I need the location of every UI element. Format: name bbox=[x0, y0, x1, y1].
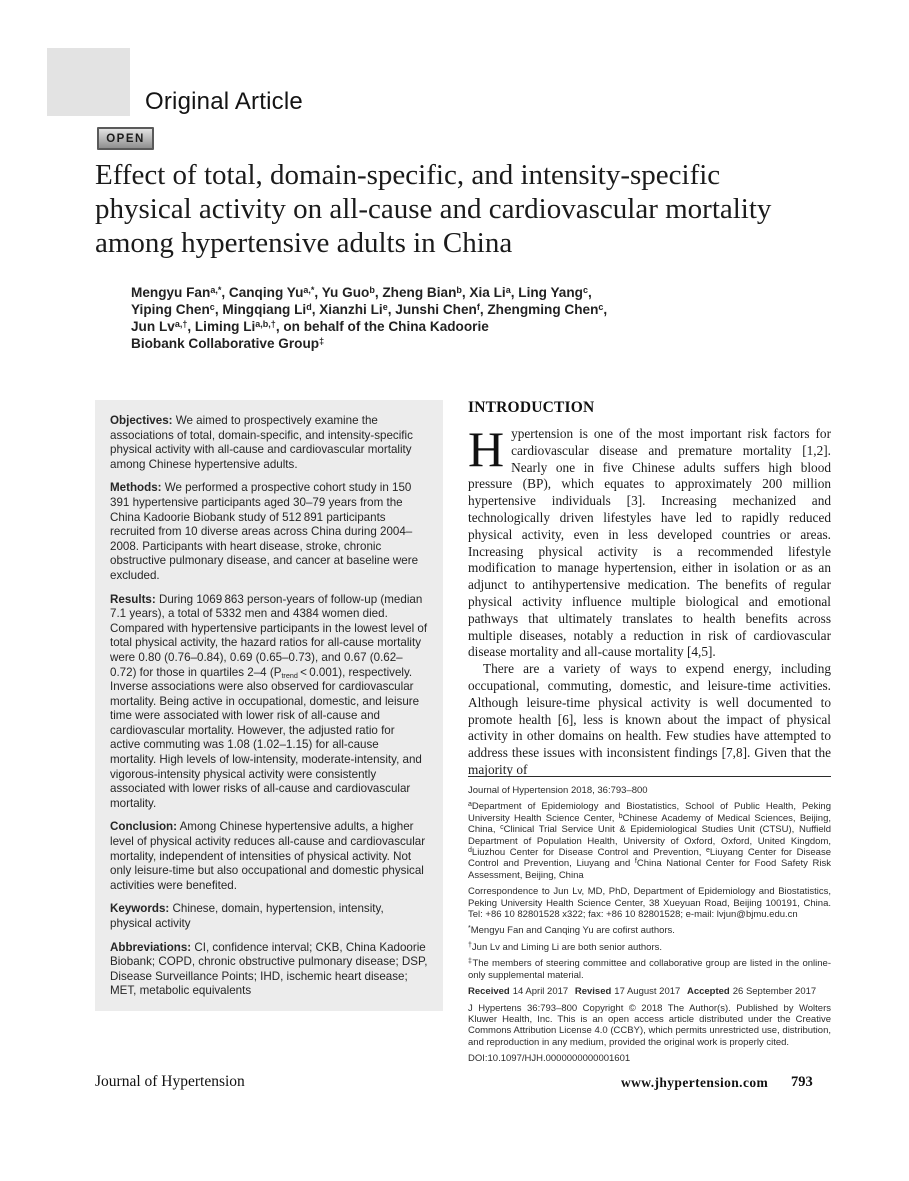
journal-logo bbox=[47, 48, 130, 116]
author-line: Jun $Lv^{a,\dagger}$, Liming $Li^{a,b,\dagger}$, on behalf of the China Kadoorie bbox=[131, 318, 489, 334]
abstract-objectives bbox=[110, 414, 428, 472]
abstract-conclusion-label: Conclusion: bbox=[110, 820, 177, 834]
author-line: Yiping Chen$^c$, Mingqiang Li$^d$, Xianzhi Li$^e$, Junshi Chen$^f$, Zhengming Chen$^c$, bbox=[131, 301, 608, 317]
cofirst-authors-note: *Mengyu Fan and Canqing Yu are cofirst authors. bbox=[468, 925, 675, 937]
copyright-notice: J Hypertens 36:793–800 Copyright © 2018 The Author(s). Published by Wolters Kluwer Health, Inc. This is an open access article distributed under the Creative Commons Attribution License 4.0 (CCBY), which permits unrestricted use, distribution, and reproduction in any medium, provided the original work is properly cited. bbox=[468, 1002, 831, 1048]
correspondence: Correspondence to Jun Lv, MD, PhD, Department of Epidemiology and Biostatistics, Peking University Health Science Center, 38 Xueyuan Road, Beijing 100191, China. Tel: +86 10 82801528 x322; fax: +86 10 82801528; e-mail: lvjun@bjmu.edu.cn bbox=[468, 886, 831, 921]
abstract-abbreviations bbox=[110, 941, 428, 999]
abstract-methods-label: Methods: bbox=[110, 481, 162, 495]
abstract-results-label: Results: bbox=[110, 592, 156, 606]
abstract-abbreviations-text: CI, confidence interval; CKB, China Kadoorie Biobank; COPD, chronic obstructive pulmonary disease; DSP, Disease Surveillance Points; IHD, ischemic heart disease; MET, metabolic equivalents bbox=[110, 940, 428, 998]
open-access-badge[interactable]: OPEN bbox=[97, 127, 154, 150]
journal-citation-line: Journal of Hypertension 2018, 36:793–800 bbox=[468, 785, 648, 796]
received-label: Received bbox=[468, 986, 510, 998]
abstract-keywords-text: Chinese, domain, hypertension, intensity, physical activity bbox=[110, 902, 384, 930]
abstract-box bbox=[95, 400, 443, 1011]
author-line: Mengyu Fan$^{a,*}$, Canqing $Yu^{a,*}$, Yu Guo$^b$, Zheng Bian$^b$, Xia Li$^a$, Ling Yang$^c$, bbox=[131, 284, 592, 300]
main-text-column bbox=[468, 399, 831, 779]
revised-label: Revised bbox=[574, 986, 612, 998]
revised-date: 17 August 2017 bbox=[614, 986, 681, 998]
accepted-date: 26 September 2017 bbox=[732, 986, 817, 998]
doi: DOI:10.1097/HJH.0000000000001601 bbox=[468, 1053, 631, 1065]
received-revised-accepted bbox=[468, 986, 831, 997]
abstract-abbreviations-label: Abbreviations: bbox=[110, 940, 192, 954]
abstract-objectives-label: Objectives: bbox=[110, 414, 173, 427]
footer-journal-name: Journal of Hypertension bbox=[95, 1073, 245, 1090]
footer-page-number: 793 bbox=[791, 1074, 813, 1090]
senior-authors-note: †Jun Lv and Liming Li are both senior authors. bbox=[468, 941, 663, 953]
introduction-paragraph-1 bbox=[468, 421, 831, 661]
abstract-objectives-text: We aimed to prospectively examine the associations of total, domain-specific, and intensity-specific physical activity with all-cause and cardiovascular mortality among Chinese hypertensive adults. bbox=[110, 414, 413, 471]
group-members-note: ‡The members of steering committee and collaborative group are listed in the online-only supplemental material. bbox=[468, 958, 831, 981]
introduction-paragraph-1-text: ypertension is one of the most important risk factors for cardiovascular disease and premature mortality [1,2]. Nearly one in five Chinese adults suffers high blood pressure (BP), which equates to approximately 200 million hypertensive individuals [3]. Increasing mechanized and technologically driven lifestyles have led to rapidly reduced physical activity, even in less developed countries or areas. Increasing physical activity is a recommended lifestyle modification to manage hypertension, either in isolation or as an adjunct to antihypertensive medication. The benefits of regular physical activity influence multiple biological and emotional pathways that ultimately translates to health benefits across multiple diseases, notably a reduction in risk of cardiovascular disease mortality and all-cause mortality [4,5]. bbox=[468, 426, 831, 660]
received-date: 14 April 2017 bbox=[512, 986, 569, 998]
introduction-heading: INTRODUCTION bbox=[468, 399, 595, 416]
footnote-block bbox=[468, 776, 831, 1070]
abstract-keywords-label: Keywords: bbox=[110, 902, 170, 916]
section-label: Original Article bbox=[145, 88, 303, 115]
abstract-results bbox=[110, 593, 428, 812]
abstract-conclusion-text: Among Chinese hypertensive adults, a higher level of physical activity reduces all-cause and cardiovascular mortality, independent of intensities of physical activity. Not only leisure-time but also occupational and domestic physical activities were benefited. bbox=[110, 820, 426, 892]
affiliations: $^a$Department of Epidemiology and Biostatistics, School of Public Health, Peking University Health Science Center, $^b$Chinese Academy of Medical Sciences, Beijing, China, $^c$Clinical Trial Service Unit & Epidemiological Studies Unit (CTSU), Nuffield Department of Population Health, University of Oxford, Oxford, United Kingdom, $^d$Liuzhou Center for Disease Control and Prevention, $^e$Liuyang Center for Disease Control and Prevention, Liuyang and $^f$China National Center for Food Safety Risk Assessment, Beijing, China bbox=[468, 801, 832, 881]
footer-website-link[interactable]: www.jhypertension.com bbox=[621, 1075, 769, 1090]
accepted-label: Accepted bbox=[686, 986, 730, 998]
author-list bbox=[131, 284, 741, 352]
author-line: Biobank Collaborative Group‡ bbox=[131, 335, 325, 351]
abstract-keywords bbox=[110, 902, 428, 931]
abstract-methods bbox=[110, 481, 428, 583]
abstract-conclusion bbox=[110, 820, 428, 893]
article-title: Effect of total, domain-specific, and intensity-specific physical activity on all-cause and cardiovascular mortality among hypertensive adults in China bbox=[95, 159, 772, 259]
abstract-results-text: During 1069 863 person-years of follow-up (median 7.1 years), a total of 5332 men and 4384 women died. Compared with hypertensive participants in the lowest level of total physical activity, the hazard ratios for all-cause mortality were 0.80 (0.76–0.84), 0.69 (0.65–0.73), and 0.67 (0.62–0.72) for those in quartiles 2–4 $(P_{trend} < 0.001)$, respectively. Inverse associations were also observed for cardiovascular mortality. Being active in occupational, domestic, and leisure time were associated with lower risk of all-cause and cardiovascular mortality. However, the adjusted ratio for active commuting was 1.08 (1.02–1.15) for all-cause mortality. High levels of low-intensity, moderate-intensity, and vigorous-intensity physical activity were consistently associated with lower risks of all-cause and cardiovascular mortality. bbox=[110, 592, 428, 810]
abstract-methods-text: We performed a prospective cohort study in 150 391 hypertensive participants aged 30–79 years from the China Kadoorie Biobank study of 512 891 participants recruited from 10 diverse areas across China during 2004–2008. Participants with heart disease, stroke, chronic obstructive pulmonary disease, and cancer at baseline were excluded. bbox=[110, 481, 419, 582]
introduction-paragraph-2: There are a variety of ways to expend energy, including occupational, commuting, domestic, and leisure-time activities. Although leisure-time physical activity is well documented to promote health [6], less is known about the impact of physical activity in other domains on health. Few studies have attempted to address these issues with inconsistent findings [7,8]. Given that the majority of bbox=[468, 661, 831, 777]
dropcap: H bbox=[468, 421, 505, 477]
